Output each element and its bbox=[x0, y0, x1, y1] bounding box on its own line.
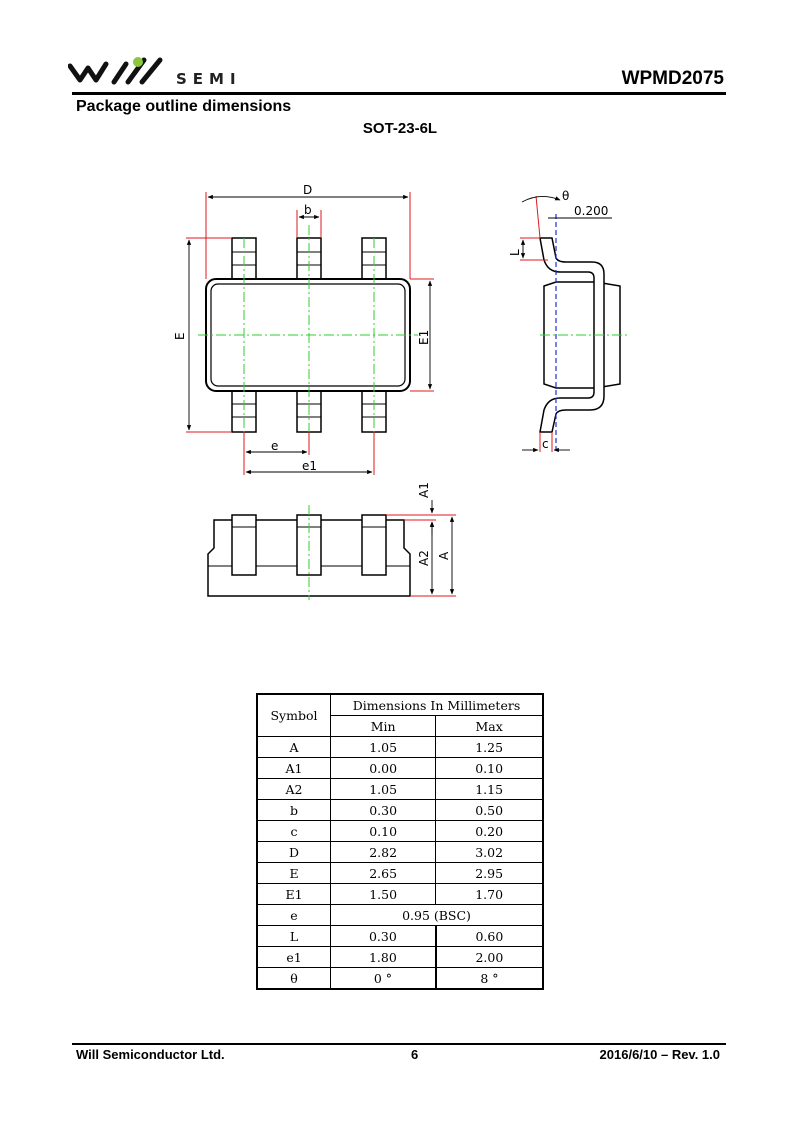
label-e: e bbox=[271, 439, 279, 453]
cell-symbol: c bbox=[257, 821, 331, 842]
table-row bbox=[257, 737, 543, 758]
cell-min: 0.30 bbox=[331, 800, 436, 821]
header-min: Min bbox=[331, 716, 436, 737]
table-header-row bbox=[257, 694, 543, 716]
table-row bbox=[257, 968, 543, 990]
label-A2: A2 bbox=[417, 550, 431, 566]
cell-max: 1.70 bbox=[436, 884, 543, 905]
cell-symbol: A2 bbox=[257, 779, 331, 800]
label-b: b bbox=[304, 203, 312, 217]
label-E: E bbox=[173, 332, 187, 340]
label-c: c bbox=[542, 437, 549, 451]
footer-company: Will Semiconductor Ltd. bbox=[76, 1047, 225, 1062]
label-A1: A1 bbox=[417, 482, 431, 498]
dimensions-table bbox=[256, 693, 544, 990]
cell-min: 0.30 bbox=[331, 926, 436, 947]
cell-max: 2.00 bbox=[436, 947, 543, 968]
cell-min: 1.50 bbox=[331, 884, 436, 905]
cell-min: 1.05 bbox=[331, 779, 436, 800]
header-dimensions: Dimensions In Millimeters bbox=[331, 694, 544, 716]
cell-max: 1.25 bbox=[436, 737, 543, 758]
table-row bbox=[257, 905, 543, 926]
cell-max: 0.10 bbox=[436, 758, 543, 779]
document-id: WPMD2075 bbox=[621, 68, 724, 89]
front-view bbox=[208, 482, 456, 600]
brand-text: SEMI bbox=[176, 70, 242, 88]
cell-min: 1.05 bbox=[331, 737, 436, 758]
label-e1: e1 bbox=[302, 459, 318, 473]
table-row bbox=[257, 947, 543, 968]
table-row bbox=[257, 884, 543, 905]
side-view bbox=[508, 189, 628, 452]
cell-symbol: L bbox=[257, 926, 331, 947]
table-row bbox=[257, 779, 543, 800]
cell-max: 2.95 bbox=[436, 863, 543, 884]
cell-max: 0.60 bbox=[436, 926, 543, 947]
cell-symbol: b bbox=[257, 800, 331, 821]
table-row bbox=[257, 758, 543, 779]
section-title: Package outline dimensions bbox=[76, 98, 292, 115]
label-E1: E1 bbox=[417, 329, 431, 345]
cell-min: 0.10 bbox=[331, 821, 436, 842]
footer-rule bbox=[72, 1043, 726, 1045]
cell-max: 1.15 bbox=[436, 779, 543, 800]
cell-symbol: A bbox=[257, 737, 331, 758]
cell-max: 0.50 bbox=[436, 800, 543, 821]
cell-min: 2.65 bbox=[331, 863, 436, 884]
label-theta: θ bbox=[562, 189, 570, 203]
header-max: Max bbox=[436, 716, 543, 737]
table-row bbox=[257, 800, 543, 821]
cell-symbol: E bbox=[257, 863, 331, 884]
cell-symbol: E1 bbox=[257, 884, 331, 905]
label-A: A bbox=[437, 551, 451, 560]
cell-max: 8 ° bbox=[436, 968, 543, 990]
label-lead-flat: 0.200 bbox=[574, 204, 609, 218]
cell-symbol: A1 bbox=[257, 758, 331, 779]
cell-min: 1.80 bbox=[331, 947, 436, 968]
table-row bbox=[257, 926, 543, 947]
table-row bbox=[257, 863, 543, 884]
header-symbol: Symbol bbox=[257, 694, 331, 737]
package-name-text: SOT-23-6L bbox=[362, 120, 438, 137]
cell-span: 0.95 (BSC) bbox=[331, 905, 544, 926]
cell-min: 2.82 bbox=[331, 842, 436, 863]
table-row bbox=[257, 842, 543, 863]
cell-min: 0.00 bbox=[331, 758, 436, 779]
cell-symbol: θ bbox=[257, 968, 331, 990]
top-view bbox=[173, 183, 434, 475]
cell-max: 3.02 bbox=[436, 842, 543, 863]
cell-max: 0.20 bbox=[436, 821, 543, 842]
label-D: D bbox=[303, 183, 313, 197]
cell-symbol: e1 bbox=[257, 947, 331, 968]
label-L: L bbox=[508, 249, 522, 256]
cell-symbol: D bbox=[257, 842, 331, 863]
table-row bbox=[257, 821, 543, 842]
cell-min: 0 ° bbox=[331, 968, 436, 990]
footer-page-number: 6 bbox=[411, 1047, 419, 1062]
cell-symbol: e bbox=[257, 905, 331, 926]
footer-date-revision: 2016/6/10 – Rev. 1.0 bbox=[599, 1047, 720, 1062]
